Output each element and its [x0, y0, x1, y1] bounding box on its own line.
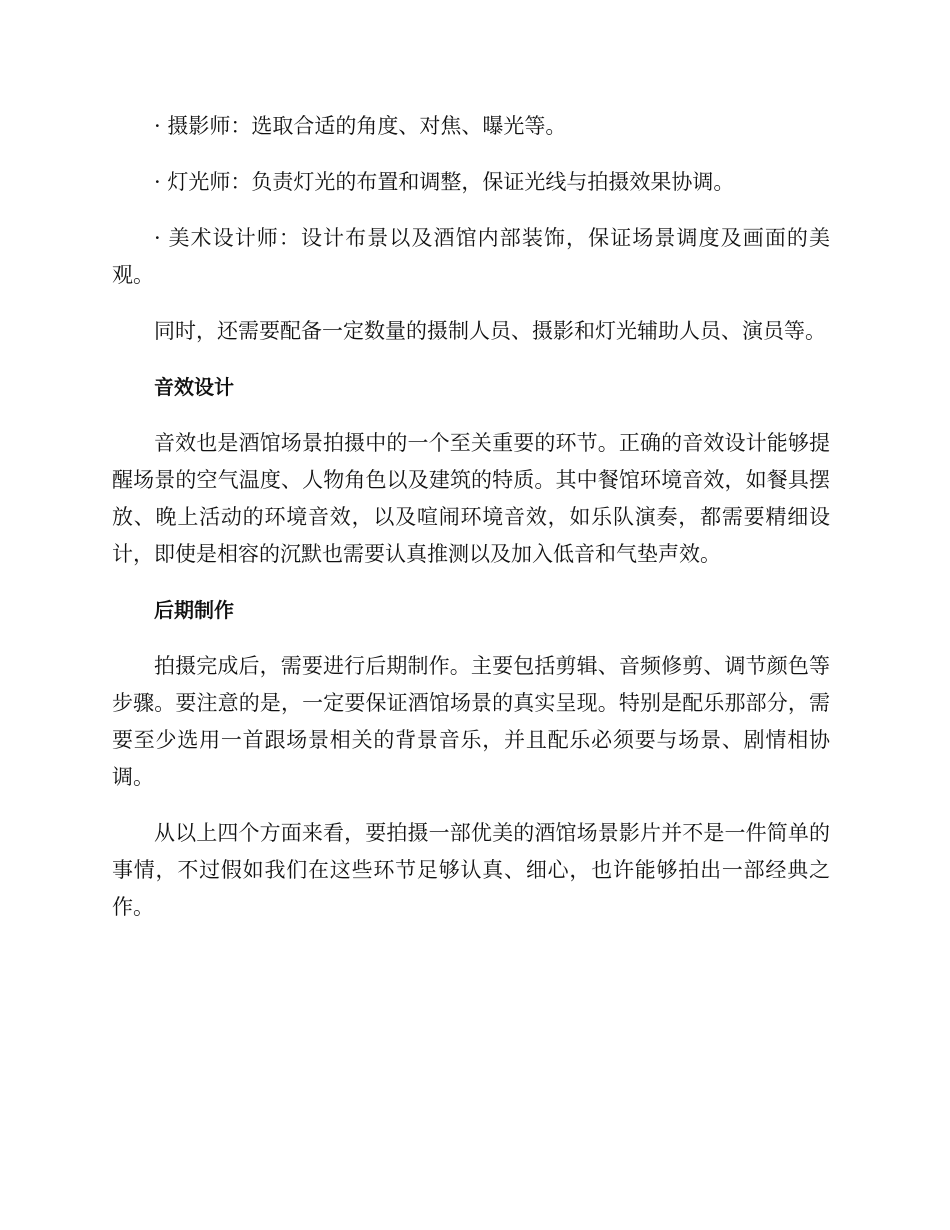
sound-design-paragraph: 音效也是酒馆场景拍摄中的一个至关重要的环节。正确的音效设计能够提醒场景的空气温度、人物角色以及建筑的特质。其中餐馆环境音效，如餐具摆放、晚上活动的环境音效，以及喧闹环境音效，如乐队演奏，都需要精细设计，即使是相容的沉默也需要认真推测以及加入低音和气垫声效。 [112, 431, 830, 566]
conclusion-paragraph: 从以上四个方面来看，要拍摄一部优美的酒馆场景影片并不是一件简单的事情，不过假如我们在这些环节足够认真、细心，也许能够拍出一部经典之作。 [112, 821, 830, 919]
list-item-lighting: · 灯光师：负责灯光的布置和调整，保证光线与拍摄效果协调。 [154, 170, 735, 194]
post-production-paragraph: 拍摄完成后，需要进行后期制作。主要包括剪辑、音频修剪、调节颜色等步骤。要注意的是，一定要保证酒馆场景的真实呈现。特别是配乐那部分，需要至少选用一首跟场景相关的背景音乐，并且配乐必须要与场景、剧情相协调。 [112, 654, 830, 789]
section-heading-sound-design: 音效设计 [154, 375, 234, 399]
document-body [112, 108, 830, 945]
list-item-art-designer: · 美术设计师：设计布景以及酒馆内部装饰，保证场景调度及画面的美观。 [112, 226, 830, 287]
section-heading-post-production: 后期制作 [154, 598, 234, 622]
staffing-paragraph: 同时，还需要配备一定数量的摄制人员、摄影和灯光辅助人员、演员等。 [154, 319, 826, 343]
list-item-photographer: · 摄影师：选取合适的角度、对焦、曝光等。 [154, 114, 567, 138]
